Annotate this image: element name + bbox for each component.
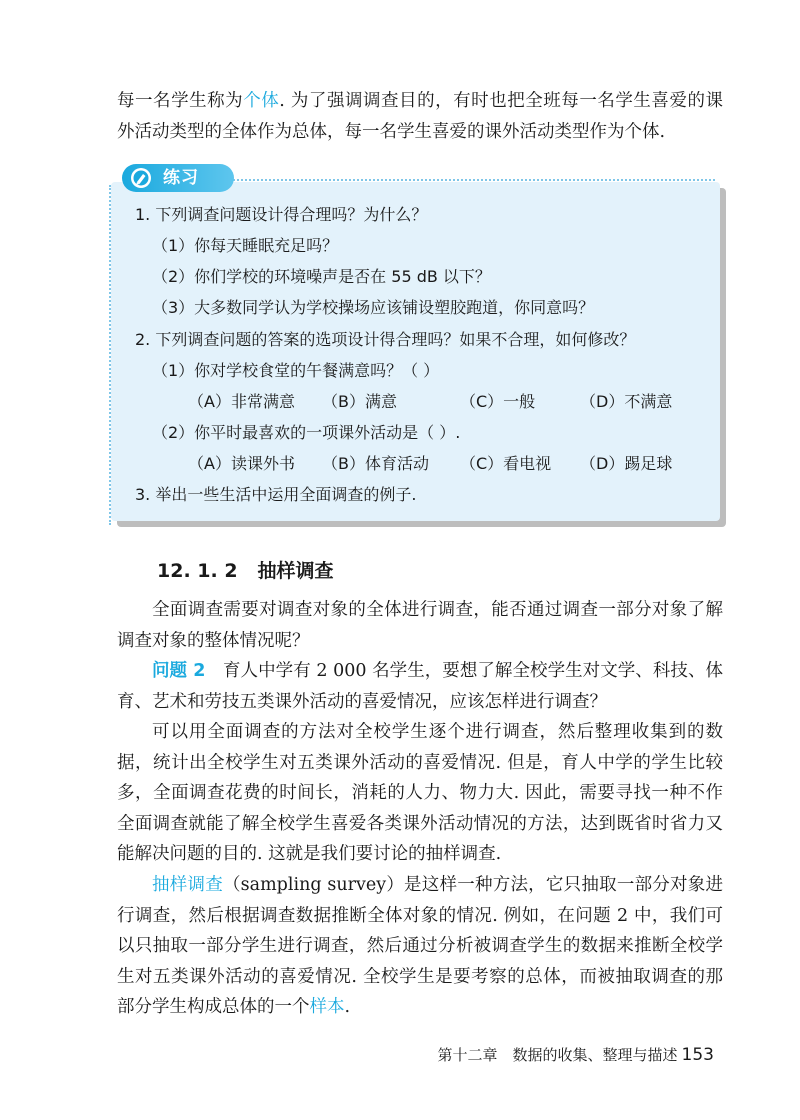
q2-2-option-d: （D）踢足球 (580, 454, 673, 473)
exercise-q1-1: （1）你每天睡眠充足吗？ (152, 236, 339, 255)
section-title: 抽样调查 (257, 560, 334, 582)
q2-2-option-b: （B）体育活动 (322, 454, 429, 473)
exercise-q2-1: （1）你对学校食堂的午餐满意吗？（ ） (152, 361, 440, 380)
page-number: 153 (681, 1045, 714, 1065)
q2-1-option-d: （D）不满意 (580, 392, 673, 411)
body-text-5b: . (344, 997, 351, 1017)
exercise-q2: 2. 下列调查问题的答案的选项设计得合理吗？如果不合理，如何修改？ (135, 330, 636, 349)
exercise-q2-2: （2）你平时最喜欢的一项课外活动是（ ）. (152, 423, 461, 442)
intro-text-a: 每一名学生称为 (117, 91, 244, 111)
footer-chapter: 第十二章 数据的收集、整理与描述 (437, 1046, 678, 1064)
body-paragraph-4 (117, 717, 723, 870)
intro-paragraph (117, 86, 723, 147)
section-heading (157, 558, 334, 584)
body-text-4: 可以用全面调查的方法对全校学生逐个进行调查，然后整理收集到的数据，统计出全校学生对五类课外活动的喜爱情况. 但是，育人中学的学生比较多，全面调查花费的时间长，消耗的人力、物力大. 因此，需要寻找一种不作全面调查就能了解全校学生喜爱各类课外活动情况的方法，达到既省时省力又能解决问题的目的. 这就是我们要讨论的抽样调查. (117, 722, 723, 864)
section-number: 12. 1. 2 (157, 560, 238, 582)
problem-2-label: 问题 2 (152, 661, 206, 681)
term-individual: 个体 (243, 91, 280, 111)
body-paragraph-5 (117, 870, 723, 1023)
exercise-dotted-border-left (109, 185, 111, 525)
exercise-q3: 3. 举出一些生活中运用全面调查的例子. (135, 485, 417, 504)
exercise-q1-2: （2）你们学校的环境噪声是否在 55 dB 以下？ (152, 267, 491, 286)
body-text-5a: （sampling survey）是这样一种方法，它只抽取一部分对象进行调查，然后根据调查数据推断全体对象的情况. 例如，在问题 2 中，我们可以只抽取一部分学生进行调查，然后通过分析被调查学生的数据来推断全校学生对五类课外活动的喜爱情况. 全校学生是要考察的总体，而被抽取调查的那部分学生构成总体的一个 (117, 875, 724, 1017)
body-text-3: 育人中学有 2 000 名学生，要想了解全校学生对文学、科技、体育、艺术和劳技五类课外活动的喜爱情况，应该怎样进行调查？ (117, 661, 723, 712)
body-text-2: 全面调查需要对调查对象的全体进行调查，能否通过调查一部分对象了解调查对象的整体情况呢？ (117, 600, 723, 651)
intro-text-b: . 为了强调调查目的，有时也把全班每一名学生喜爱的课外活动类型的全体作为总体，每一名学生喜爱的课外活动类型作为个体. (117, 91, 724, 142)
q2-2-option-c: （C）看电视 (460, 454, 552, 473)
q2-1-option-a: （A）非常满意 (188, 392, 295, 411)
exercise-title: 练习 (163, 168, 199, 188)
exercise-dotted-border-top (150, 179, 715, 181)
q2-2-option-a: （A）读课外书 (188, 454, 295, 473)
body-paragraph-3 (117, 656, 723, 717)
page-footer (438, 1045, 714, 1065)
q2-1-option-b: （B）满意 (322, 392, 397, 411)
term-sample: 样本 (309, 997, 345, 1017)
exercise-q1: 1. 下列调查问题设计得合理吗？为什么？ (135, 205, 428, 224)
q2-1-option-c: （C）一般 (460, 392, 536, 411)
exercise-q1-3: （3）大多数同学认为学校操场应该铺设塑胶跑道，你同意吗？ (152, 298, 595, 317)
body-paragraph-2 (117, 595, 723, 656)
pencil-icon (128, 166, 154, 190)
term-sampling-survey: 抽样调查 (152, 875, 223, 895)
